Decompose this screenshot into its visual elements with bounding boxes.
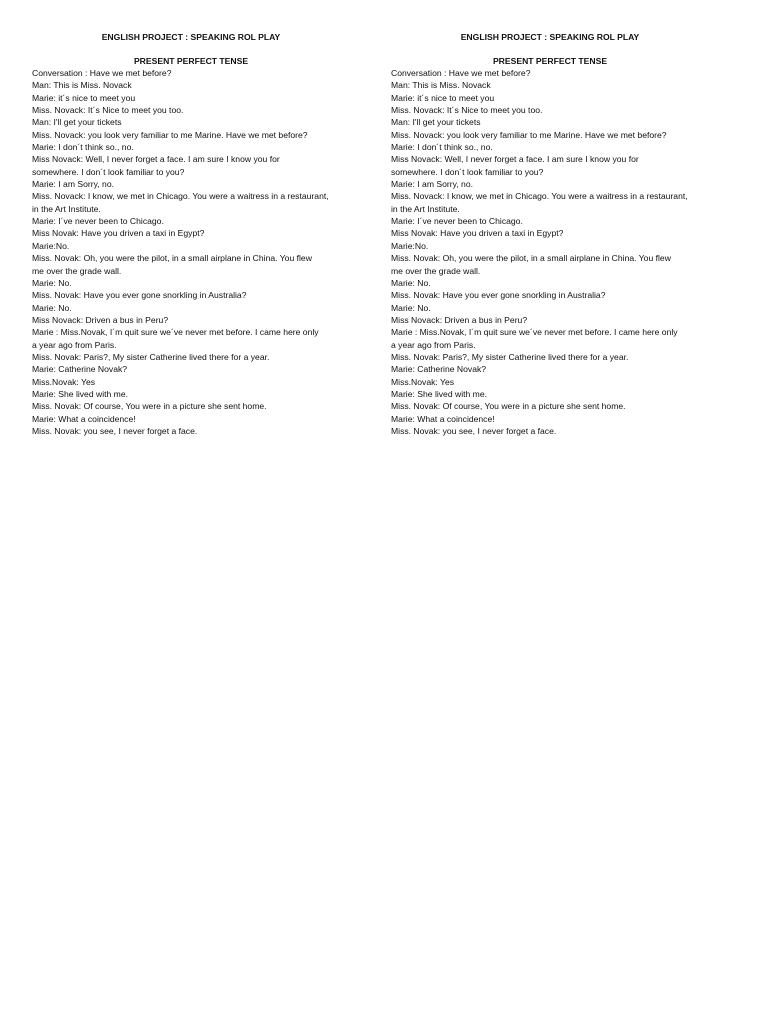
dialogue-line: Man: This is Miss. Novack bbox=[391, 80, 491, 91]
document-subtitle: PRESENT PERFECT TENSE bbox=[133, 56, 249, 66]
dialogue-line: Miss. Novak: Of course, You were in a picture she sent home. bbox=[32, 401, 267, 412]
dialogue-line: in the Art Institute. bbox=[32, 203, 101, 214]
dialogue-line: Miss. Novak: you see, I never forget a face. bbox=[391, 425, 557, 436]
dialogue-line: Miss. Novak: you see, I never forget a face. bbox=[32, 425, 198, 436]
dialogue-line: Marie: I am Sorry, no. bbox=[32, 179, 114, 190]
dialogue-line: Miss. Novak: Oh, you were the pilot, in a small airplane in China. You flew bbox=[391, 253, 671, 264]
dialogue-line: Man: This is Miss. Novack bbox=[32, 80, 132, 91]
dialogue-line: Miss Novak: Have you driven a taxi in Egypt? bbox=[32, 228, 205, 239]
dialogue-line: in the Art Institute. bbox=[391, 203, 460, 214]
dialogue-line: Miss. Novack: I know, we met in Chicago. You were a waitress in a restaurant, bbox=[32, 191, 329, 202]
dialogue-line: Miss Novak: Have you driven a taxi in Egypt? bbox=[391, 228, 564, 239]
dialogue-line: Miss Novack: Driven a bus in Peru? bbox=[391, 314, 528, 325]
dialogue-line: Marie: What a coincidence! bbox=[391, 413, 495, 424]
dialogue-line: Miss. Novack: It´s Nice to meet you too. bbox=[32, 105, 184, 116]
left-column bbox=[32, 31, 350, 437]
dialogue-line: Marie: I´ve never been to Chicago. bbox=[32, 216, 164, 227]
dialogue-line: me over the grade wall. bbox=[32, 265, 122, 276]
dialogue-line: Marie: I don´t think so., no. bbox=[32, 142, 134, 153]
dialogue-line: Miss. Novak: Have you ever gone snorkling in Australia? bbox=[391, 290, 606, 301]
dialogue-line: Miss.Novak: Yes bbox=[391, 376, 455, 387]
dialogue-line: Miss. Novak: Oh, you were the pilot, in a small airplane in China. You flew bbox=[32, 253, 312, 264]
dialogue-lines bbox=[32, 67, 350, 437]
dialogue-line: Marie: She lived with me. bbox=[391, 388, 487, 399]
dialogue-line: Miss. Novack: I know, we met in Chicago. You were a waitress in a restaurant, bbox=[391, 191, 688, 202]
document-subtitle-copy: PRESENT PERFECT TENSE bbox=[492, 56, 608, 66]
dialogue-line: Miss. Novack: you look very familiar to me Marine. Have we met before? bbox=[391, 129, 667, 140]
dialogue-line: Marie: it´s nice to meet you bbox=[391, 92, 495, 103]
dialogue-line: Marie: No. bbox=[391, 302, 431, 313]
dialogue-line: Marie: She lived with me. bbox=[32, 388, 128, 399]
dialogue-line: Miss.Novak: Yes bbox=[32, 376, 96, 387]
dialogue-line: me over the grade wall. bbox=[391, 265, 481, 276]
dialogue-line: Marie : Miss.Novak, I´m quit sure we´ve never met before. I came here only bbox=[32, 327, 319, 338]
dialogue-line: Miss Novack: Driven a bus in Peru? bbox=[32, 314, 169, 325]
dialogue-line: Marie: No. bbox=[32, 302, 72, 313]
dialogue-line: Marie: Catherine Novak? bbox=[391, 364, 487, 375]
dialogue-line: Miss. Novak: Of course, You were in a picture she sent home. bbox=[391, 401, 626, 412]
dialogue-line: Marie: it´s nice to meet you bbox=[32, 92, 136, 103]
dialogue-line: Miss. Novack: It´s Nice to meet you too. bbox=[391, 105, 543, 116]
dialogue-line: Marie: What a coincidence! bbox=[32, 413, 136, 424]
document-title-copy: ENGLISH PROJECT : SPEAKING ROL PLAY bbox=[460, 32, 640, 42]
dialogue-line: Miss Novack: Well, I never forget a face. I am sure I know you for bbox=[391, 154, 639, 165]
dialogue-line: Marie: Catherine Novak? bbox=[32, 364, 128, 375]
dialogue-line: Miss. Novak: Paris?, My sister Catherine lived there for a year. bbox=[391, 351, 629, 362]
dialogue-line: Marie:No. bbox=[391, 240, 429, 251]
document-title: ENGLISH PROJECT : SPEAKING ROL PLAY bbox=[101, 32, 281, 42]
dialogue-line: Marie : Miss.Novak, I´m quit sure we´ve never met before. I came here only bbox=[391, 327, 678, 338]
dialogue-line: somewhere. I don´t look familiar to you? bbox=[32, 166, 185, 177]
dialogue-line: Miss. Novack: you look very familiar to me Marine. Have we met before? bbox=[32, 129, 308, 140]
dialogue-line: somewhere. I don´t look familiar to you? bbox=[391, 166, 544, 177]
dialogue-line: Miss. Novak: Have you ever gone snorkling in Australia? bbox=[32, 290, 247, 301]
right-column bbox=[391, 31, 709, 437]
dialogue-line: Conversation : Have we met before? bbox=[391, 68, 531, 78]
dialogue-line: a year ago from Paris. bbox=[32, 339, 117, 350]
dialogue-line: Miss Novack: Well, I never forget a face. I am sure I know you for bbox=[32, 154, 280, 165]
dialogue-line: Marie: No. bbox=[32, 277, 72, 288]
dialogue-line: Man: I'll get your tickets bbox=[32, 117, 122, 128]
dialogue-lines-copy bbox=[391, 67, 709, 437]
dialogue-line: Conversation : Have we met before? bbox=[32, 68, 172, 78]
dialogue-line: a year ago from Paris. bbox=[391, 339, 476, 350]
dialogue-line: Marie: No. bbox=[391, 277, 431, 288]
dialogue-line: Man: I'll get your tickets bbox=[391, 117, 481, 128]
dialogue-line: Marie: I am Sorry, no. bbox=[391, 179, 473, 190]
dialogue-line: Miss. Novak: Paris?, My sister Catherine lived there for a year. bbox=[32, 351, 270, 362]
dialogue-line: Marie: I´ve never been to Chicago. bbox=[391, 216, 523, 227]
dialogue-line: Marie: I don´t think so., no. bbox=[391, 142, 493, 153]
dialogue-line: Marie:No. bbox=[32, 240, 70, 251]
